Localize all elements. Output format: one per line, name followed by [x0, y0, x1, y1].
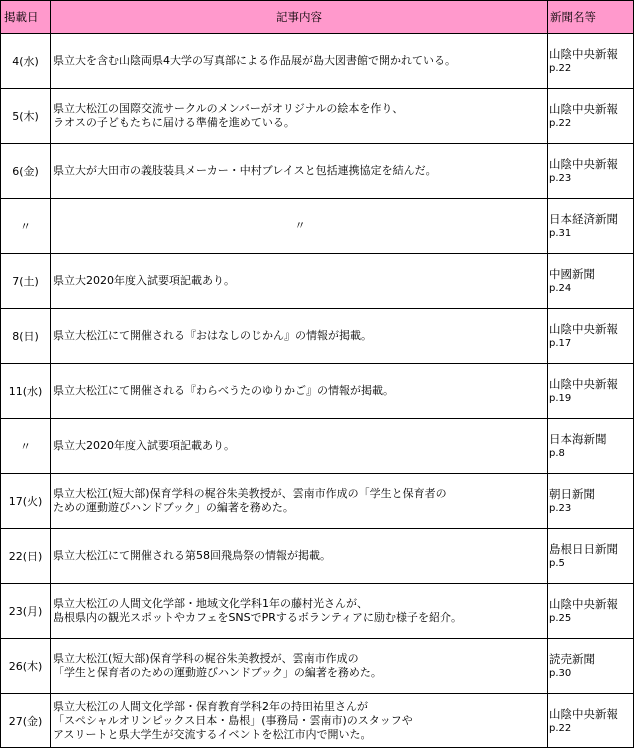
newspaper-name: 島根日日新聞 [549, 542, 618, 556]
newspaper-name: 山陰中央新報 [549, 47, 618, 61]
table-row [1, 639, 634, 694]
paper-cell [548, 694, 634, 748]
content-line: ための運動遊びハンドブック」の編著を務めた。 [53, 501, 294, 514]
newspaper-name: 山陰中央新報 [549, 102, 618, 116]
content-line: 県立大松江の人間文化学部・保育教育学科2年の持田祐里さんが [53, 699, 368, 713]
page-number: p.5 [549, 558, 565, 569]
content-cell [51, 199, 548, 254]
content-line: 県立大松江(短大部)保育学科の梶谷朱美教授が、雲南市作成の「学生と保育者の [53, 487, 447, 500]
date-cell: 22(日) [1, 529, 51, 584]
content-line: ラオスの子どもたちに届ける準備を進めている。 [53, 116, 295, 129]
page-number: p.22 [549, 722, 572, 734]
date-cell: 7(土) [1, 254, 51, 309]
content-line: 県立大松江(短大部)保育学科の梶谷朱美教授が、雲南市作成の [53, 652, 359, 665]
date-cell: 11(水) [1, 364, 51, 419]
content-line: 「学生と保育者のための運動遊びハンドブック」の編著を務めた。 [53, 666, 382, 679]
content-cell [51, 34, 548, 89]
date-cell: 17(火) [1, 474, 51, 529]
content-cell [51, 254, 548, 309]
page-number: p.22 [549, 63, 572, 74]
paper-cell [548, 364, 634, 419]
content-line: 県立大2020年度入試要項記載あり。 [53, 274, 235, 287]
newspaper-name: 山陰中央新報 [549, 706, 618, 721]
page-number: p.31 [549, 228, 572, 239]
newspaper-name: 日本海新聞 [549, 432, 607, 446]
paper-cell [548, 474, 634, 529]
content-cell [51, 529, 548, 584]
paper-cell [548, 309, 634, 364]
content-cell [51, 474, 548, 529]
page-number: p.24 [549, 283, 572, 294]
table-row [1, 364, 634, 419]
content-line: 県立大松江にて開催される『わらべうたのゆりかご』の情報が掲載。 [53, 384, 394, 397]
paper-cell [548, 254, 634, 309]
table-row [1, 419, 634, 474]
content-line: 県立大を含む山陰両県4大学の写真部による作品展が島大図書館で開かれている。 [53, 54, 456, 67]
content-cell [51, 144, 548, 199]
table-row [1, 89, 634, 144]
content-cell [51, 364, 548, 419]
table-row [1, 34, 634, 89]
table-row [1, 474, 634, 529]
date-cell: 27(金) [1, 694, 51, 748]
header-row [1, 1, 634, 34]
paper-cell [548, 639, 634, 694]
table-row [1, 309, 634, 364]
header-paper: 新聞名等 [548, 1, 634, 34]
page-number: p.22 [549, 118, 572, 129]
date-cell: 23(月) [1, 584, 51, 639]
content-line: 島根県内の観光スポットやカフェをSNSでPRするボランティアに励む様子を紹介。 [53, 611, 463, 624]
date-cell: 〃 [1, 199, 51, 254]
header-content: 記事内容 [51, 1, 548, 34]
date-cell: 8(日) [1, 309, 51, 364]
newspaper-name: 山陰中央新報 [549, 322, 618, 336]
newspaper-name: 読売新聞 [549, 652, 595, 666]
newspaper-name: 朝日新聞 [549, 487, 595, 501]
content-line: 県立大松江にて開催される第58回飛鳥祭の情報が掲載。 [53, 549, 331, 562]
content-cell [51, 89, 548, 144]
paper-cell [548, 199, 634, 254]
content-cell [51, 639, 548, 694]
content-line: 「スペシャルオリンピックス日本・島根」(事務局・雲南市)のスタッフや [53, 713, 413, 727]
date-cell: 4(水) [1, 34, 51, 89]
paper-cell [548, 89, 634, 144]
paper-cell [548, 584, 634, 639]
date-cell: 5(木) [1, 89, 51, 144]
newspaper-name: 中國新聞 [549, 267, 595, 281]
table-row [1, 529, 634, 584]
date-cell: 〃 [1, 419, 51, 474]
page-number: p.8 [549, 448, 565, 459]
date-cell: 6(金) [1, 144, 51, 199]
paper-cell [548, 34, 634, 89]
content-line: 県立大2020年度入試要項記載あり。 [53, 439, 235, 452]
page-number: p.30 [549, 668, 572, 679]
table-row [1, 584, 634, 639]
table-row [1, 694, 634, 748]
page-number: p.23 [549, 173, 572, 184]
content-line: 県立大松江の国際交流サークルのメンバーがオリジナルの絵本を作り、 [53, 102, 404, 115]
content-cell [51, 309, 548, 364]
newspaper-name: 日本経済新聞 [549, 212, 618, 226]
content-line: アスリートと県大学生が交流するイベントを松江市内で開いた。 [53, 727, 372, 741]
newspaper-name: 山陰中央新報 [549, 157, 618, 171]
table-row [1, 199, 634, 254]
content-cell [51, 584, 548, 639]
content-line: 〃 [294, 219, 306, 232]
content-cell [51, 694, 548, 748]
newspaper-name: 山陰中央新報 [549, 597, 618, 611]
content-line: 県立大松江の人間文化学部・地域文化学科1年の藤村光さんが、 [53, 597, 368, 610]
page-number: p.25 [549, 613, 572, 624]
table-row [1, 144, 634, 199]
table-row [1, 254, 634, 309]
page-number: p.23 [549, 503, 572, 514]
newspaper-name: 山陰中央新報 [549, 377, 618, 391]
paper-cell [548, 529, 634, 584]
content-line: 県立大松江にて開催される『おはなしのじかん』の情報が掲載。 [53, 329, 372, 342]
paper-cell [548, 144, 634, 199]
date-cell: 26(木) [1, 639, 51, 694]
paper-cell [548, 419, 634, 474]
page-number: p.17 [549, 338, 572, 349]
header-date: 掲載日 [1, 1, 51, 34]
content-line: 県立大が大田市の義肢装具メーカー・中村ブレイスと包括連携協定を結んだ。 [53, 164, 437, 177]
content-cell [51, 419, 548, 474]
page-number: p.19 [549, 393, 572, 404]
